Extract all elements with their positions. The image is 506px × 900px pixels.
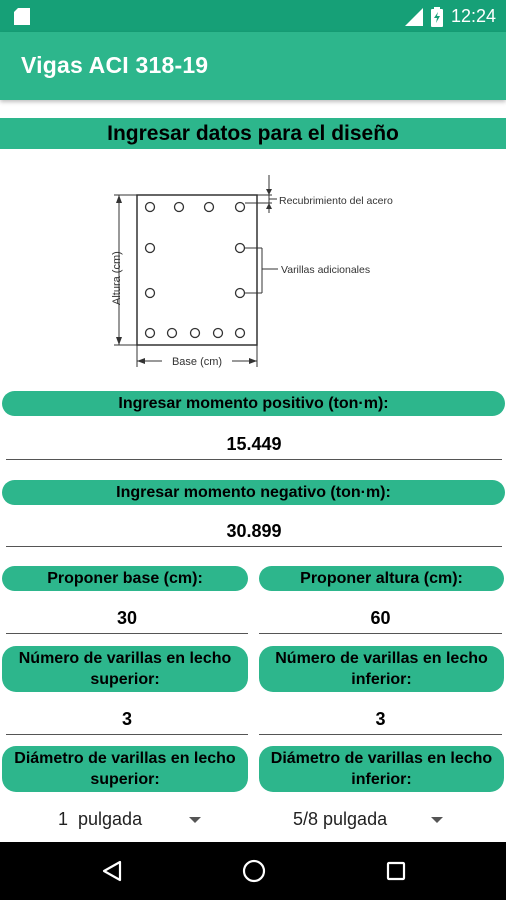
label-diam-superior: Diámetro de varillas en lecho superior: bbox=[2, 746, 248, 792]
rebar-circles bbox=[146, 203, 245, 338]
diam-superior-select[interactable] bbox=[0, 805, 250, 833]
navigation-bar bbox=[0, 842, 506, 900]
section-title: Ingresar datos para el diseño bbox=[0, 118, 506, 149]
label-momento-positivo: Ingresar momento positivo (ton·m): bbox=[2, 391, 505, 416]
app-title: Vigas ACI 318-19 bbox=[21, 52, 209, 78]
label-altura-input: Proponer altura (cm): bbox=[259, 566, 504, 591]
label-num-superior: Número de varillas en lecho superior: bbox=[2, 646, 248, 692]
label-diam-inferior: Diámetro de varillas en lecho inferior: bbox=[259, 746, 504, 792]
beam-section-diagram bbox=[100, 165, 410, 375]
diam-inferior-select[interactable] bbox=[256, 805, 506, 833]
dropdown-arrow-icon bbox=[431, 817, 443, 823]
sd-card-icon bbox=[14, 8, 30, 25]
diam-superior-value: 1 pulgada bbox=[58, 808, 143, 829]
altura-input[interactable]: 60 bbox=[259, 604, 502, 634]
recents-icon[interactable] bbox=[386, 861, 406, 881]
label-varillas-adicionales: Varillas adicionales bbox=[281, 264, 371, 276]
label-momento-negativo: Ingresar momento negativo (ton·m): bbox=[2, 480, 505, 505]
num-superior-input[interactable]: 3 bbox=[6, 705, 248, 735]
signal-icon bbox=[405, 8, 423, 26]
home-icon[interactable] bbox=[242, 859, 266, 883]
status-time: 12:24 bbox=[450, 6, 496, 26]
label-base-input: Proponer base (cm): bbox=[2, 566, 248, 591]
app-bar bbox=[0, 32, 506, 100]
num-inferior-input[interactable]: 3 bbox=[259, 705, 502, 735]
status-bar bbox=[0, 0, 506, 32]
label-recubrimiento: Recubrimiento del acero bbox=[279, 195, 393, 207]
back-icon[interactable] bbox=[101, 860, 123, 882]
momento-positivo-input[interactable]: 15.449 bbox=[6, 430, 502, 460]
label-num-inferior: Número de varillas en lecho inferior: bbox=[259, 646, 504, 692]
label-altura: Altura (cm) bbox=[111, 251, 123, 305]
dropdown-arrow-icon bbox=[189, 817, 201, 823]
label-base: Base (cm) bbox=[171, 356, 223, 368]
base-input[interactable]: 30 bbox=[6, 604, 248, 634]
diam-inferior-value: 5/8 pulgada bbox=[293, 808, 388, 829]
momento-negativo-input[interactable]: 30.899 bbox=[6, 517, 502, 547]
battery-icon bbox=[431, 7, 443, 27]
